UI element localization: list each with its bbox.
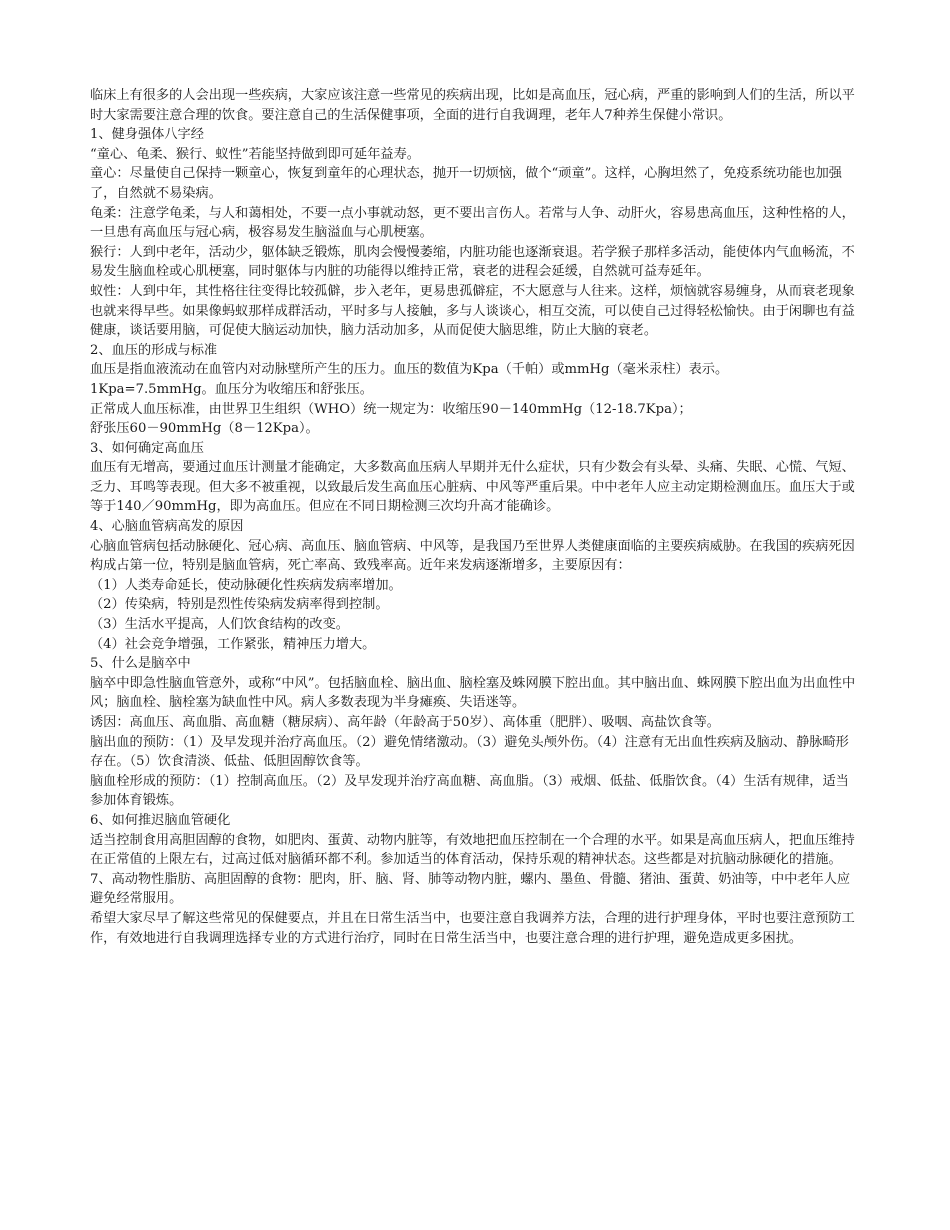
list-item: （4）社会竞争增强，工作紧张，精神压力增大。 bbox=[90, 636, 376, 652]
section-heading-3: 3、如何确定高血压 bbox=[90, 440, 204, 456]
paragraph: 龟柔：注意学龟柔，与人和蔼相处，不要一点小事就动怒，更不要出言伤人。若常与人争、动肝火，容易患高血压，这种性格的人，一旦患有高血压与冠心病，极容易发生脑溢血与心肌梗塞。 bbox=[90, 205, 855, 241]
paragraph: 舒张压60－90mmHg（8－12Kpa）。 bbox=[90, 421, 319, 437]
section-heading-7: 7、高动物性脂肪、高胆固醇的食物：肥肉，肝、脑、肾、肺等动物内脏，螺内、墨鱼、骨髓、猪油、蛋黄、奶油等，中中老年人应避免经常服用。 bbox=[90, 871, 851, 907]
paragraph: 心脑血管病包括动脉硬化、冠心病、高血压、脑血管病、中风等，是我国乃至世界人类健康面临的主要疾病威胁。在我国的疾病死因构成占第一位，特别是脑血管病，死亡率高、致残率高。近年来发病逐渐增多，主要原因有： bbox=[90, 538, 855, 574]
paragraph: “童心、龟柔、猴行、蚁性”若能坚持做到即可延年益寿。 bbox=[90, 146, 420, 162]
closing-paragraph: 希望大家尽早了解这些常见的保健要点，并且在日常生活当中，也要注意自我调养方法，合理的进行护理身体，平时也要注意预防工作，有效地进行自我调理选择专业的方式进行治疗，同时在日常生活当中，也要注意合理的进行护理，避免造成更多困扰。 bbox=[90, 910, 855, 946]
paragraph: 蚁性：人到中年，其性格往往变得比较孤僻，步入老年，更易患孤僻症，不大愿意与人往来。这样，烦恼就容易缠身，从而衰老现象也就来得早些。如果像蚂蚁那样成群活动，平时多与人接触，多与人谈谈心，相互交流，可以使自己过得轻松愉快。由于闲聊也有益健康，谈话要用脑，可促使大脑运动加快，脑力活动加多，从而促使大脑思维，防止大脑的衰老。 bbox=[90, 283, 855, 339]
paragraph: 血压是指血液流动在血管内对动脉壁所产生的压力。血压的数值为Kpa（千帕）或mmHg（毫米汞柱）表示。 bbox=[90, 362, 729, 378]
paragraph: 诱因：高血压、高血脂、高血糖（糖尿病）、高年龄（年龄高于50岁）、高体重（肥胖）、吸咽、高盐饮食等。 bbox=[90, 715, 720, 730]
section-heading-5: 5、什么是脑卒中 bbox=[90, 656, 191, 672]
section-heading-2: 2、血压的形成与标准 bbox=[90, 342, 218, 358]
paragraph: 猴行：人到中老年，活动少，躯体缺乏锻炼，肌肉会慢慢萎缩，内脏功能也逐渐衰退。若学猴子那样多活动，能使体内气血畅流，不易发生脑血栓或心肌梗塞，同时躯体与内脏的功能得以维持正常，衰老的进程会延缓，自然就可益寿延年。 bbox=[90, 244, 855, 280]
paragraph: 正常成人血压标准，由世界卫生组织（WHO）统一规定为：收缩压90－140mmHg（12-18.7Kpa）； bbox=[90, 401, 692, 417]
section-heading-6: 6、如何推迟脑血管硬化 bbox=[90, 812, 231, 828]
section-heading-1: 1、健身强体八字经 bbox=[90, 127, 204, 143]
list-item: （3）生活水平提高，人们饮食结构的改变。 bbox=[90, 617, 349, 633]
paragraph: 适当控制食用高胆固醇的食物，如肥肉、蛋黄、动物内脏等，有效地把血压控制在一个合理的水平。如果是高血压病人，把血压维持在正常值的上限左右，过高过低对脑循环都不利。参加适当的体育活动，保持乐观的精神状态。这些都是对抗脑动脉硬化的措施。 bbox=[90, 832, 855, 868]
section-heading-4: 4、心脑血管病高发的原因 bbox=[90, 519, 244, 535]
list-item: （1）人类寿命延长，使动脉硬化性疾病发病率增加。 bbox=[90, 577, 402, 593]
paragraph: 血压有无增高，要通过血压计测量才能确定，大多数高血压病人早期并无什么症状，只有少数会有头晕、头痛、失眠、心慌、气短、乏力、耳鸣等表现。但大多不被重视，以致最后发生高血压心脏病、中风等严重后果。中中老年人应主动定期检测血压。血压大于或等于140／90mmHg，即为高血压。但应在不同日期检测三次均升高才能确诊。 bbox=[90, 460, 855, 515]
paragraph: 童心：尽量使自己保持一颗童心，恢复到童年的心理状态，抛开一切烦恼，做个“顽童”。这样，心胸坦然了，免疫系统功能也加强了，自然就不易染病。 bbox=[90, 166, 842, 201]
paragraph: 脑卒中即急性脑血管意外，或称“中风”。包括脑血栓、脑出血、脑栓塞及蛛网膜下腔出血。其中脑出血、蛛网膜下腔出血为出血性中风；脑血栓、脑栓塞为缺血性中风。病人多数表现为半身瘫痪、失语迷等。 bbox=[90, 675, 856, 711]
paragraph: 脑出血的预防：（1）及早发现并治疗高血压。（2）避免情绪激动。（3）避免头颅外伤。（4）注意有无出血性疾病及脑动、静脉畸形存在。（5）饮食清淡、低盐、低胆固醇饮食等。 bbox=[90, 734, 849, 770]
paragraph: 脑血栓形成的预防：（1）控制高血压。（2）及早发现并治疗高血糖、高血脂。（3）戒烟、低盐、低脂饮食。（4）生活有规律，适当参加体育锻炼。 bbox=[90, 773, 849, 809]
list-item: （2）传染病，特别是烈性传染病发病率得到控制。 bbox=[90, 597, 389, 613]
paragraph: 1Kpa=7.5mmHg。血压分为收缩压和舒张压。 bbox=[90, 381, 373, 397]
intro-paragraph: 临床上有很多的人会出现一些疾病，大家应该注意一些常见的疾病出现，比如是高血压，冠心病，严重的影响到人们的生活，所以平时大家需要注意合理的饮食。要注意自己的生活保健事项，全面的进行自我调理，老年人7种养生保健小常识。 bbox=[90, 88, 855, 123]
